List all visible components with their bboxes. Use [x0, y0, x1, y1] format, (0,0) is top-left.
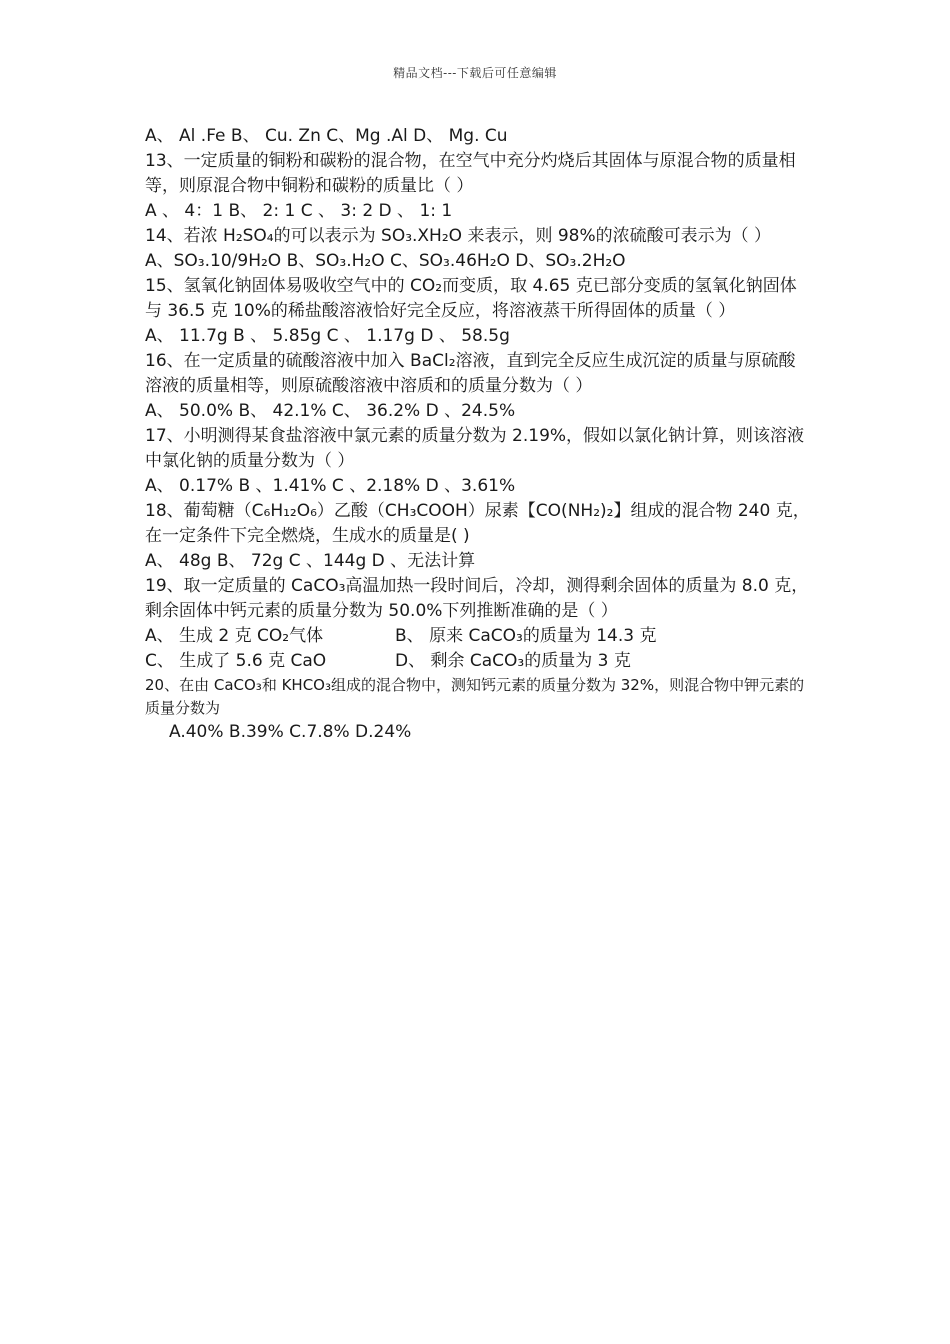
q19-option-b: B、 原来 CaCO₃的质量为 14.3 克: [395, 626, 657, 646]
q17-options: A、 0.17% B 、1.41% C 、2.18% D 、3.61%: [145, 476, 516, 496]
q13-stem: 13、一定质量的铜粉和碳粉的混合物，在空气中充分灼烧后其固体与原混合物的质量相等，则原混合物中铜粉和碳粉的质量比（ ）: [145, 151, 796, 196]
q15-options: A、 11.7g B 、 5.85g C 、 1.17g D 、 58.5g: [145, 326, 510, 346]
q14-stem: 14、若浓 H₂SO₄的可以表示为 SO₃.XH₂O 来表示，则 98%的浓硫酸可表示为（ ）: [145, 226, 772, 246]
q19-option-c: C、 生成了 5.6 克 CaO: [145, 651, 327, 671]
q19-option-a: A、 生成 2 克 CO₂气体: [145, 626, 324, 646]
q20-stem: 20、在由 CaCO₃和 KHCO₃组成的混合物中，测知钙元素的质量分数为 32%，则混合物中钾元素的质量分数为: [145, 676, 805, 717]
q19-option-d: D、 剩余 CaCO₃的质量为 3 克: [395, 651, 631, 671]
q12-options: A、 Al .Fe B、 Cu. Zn C、Mg .Al D、 Mg. Cu: [145, 126, 508, 146]
q20-options: A.40% B.39% C.7.8% D.24%: [169, 722, 412, 742]
q19-options-row-1: [145, 624, 810, 649]
q15-stem: 15、氢氧化钠固体易吸收空气中的 CO₂而变质，取 4.65 克已部分变质的氢氧化钠固体与 36.5 克 10%的稀盐酸溶液恰好完全反应，将溶液蒸干所得固体的质量（ ）: [145, 276, 797, 321]
q19-options-row-2: [145, 649, 810, 674]
q13-options: A 、 4：1 B、 2: 1 C 、 3: 2 D 、 1: 1: [145, 201, 453, 221]
q16-options: A、 50.0% B、 42.1% C、 36.2% D 、24.5%: [145, 401, 516, 421]
page-header: 精品文档---下载后可任意编辑: [393, 66, 557, 80]
q19-stem: 19、取一定质量的 CaCO₃高温加热一段时间后，冷却，测得剩余固体的质量为 8.0 克，剩余固体中钙元素的质量分数为 50.0%下列推断准确的是（ ）: [145, 576, 809, 621]
q18-options: A、 48g B、 72g C 、144g D 、无法计算: [145, 551, 476, 571]
question-content: [145, 124, 810, 745]
q16-stem: 16、在一定质量的硫酸溶液中加入 BaCl₂溶液，直到完全反应生成沉淀的质量与原硫酸溶液的质量相等，则原硫酸溶液中溶质和的质量分数为（ ）: [145, 351, 796, 396]
q18-stem: 18、葡萄糖（C₆H₁₂O₆）乙酸（CH₃COOH）尿素【CO(NH₂)₂】组成的混合物 240 克，在一定条件下完全燃烧，生成水的质量是( ): [145, 501, 810, 546]
q17-stem: 17、小明测得某食盐溶液中氯元素的质量分数为 2.19%，假如以氯化钠计算，则该溶液中氯化钠的质量分数为（ ）: [145, 426, 805, 471]
q14-options: A、SO₃.10/9H₂O B、SO₃.H₂O C、SO₃.46H₂O D、SO₃.2H₂O: [145, 251, 626, 271]
